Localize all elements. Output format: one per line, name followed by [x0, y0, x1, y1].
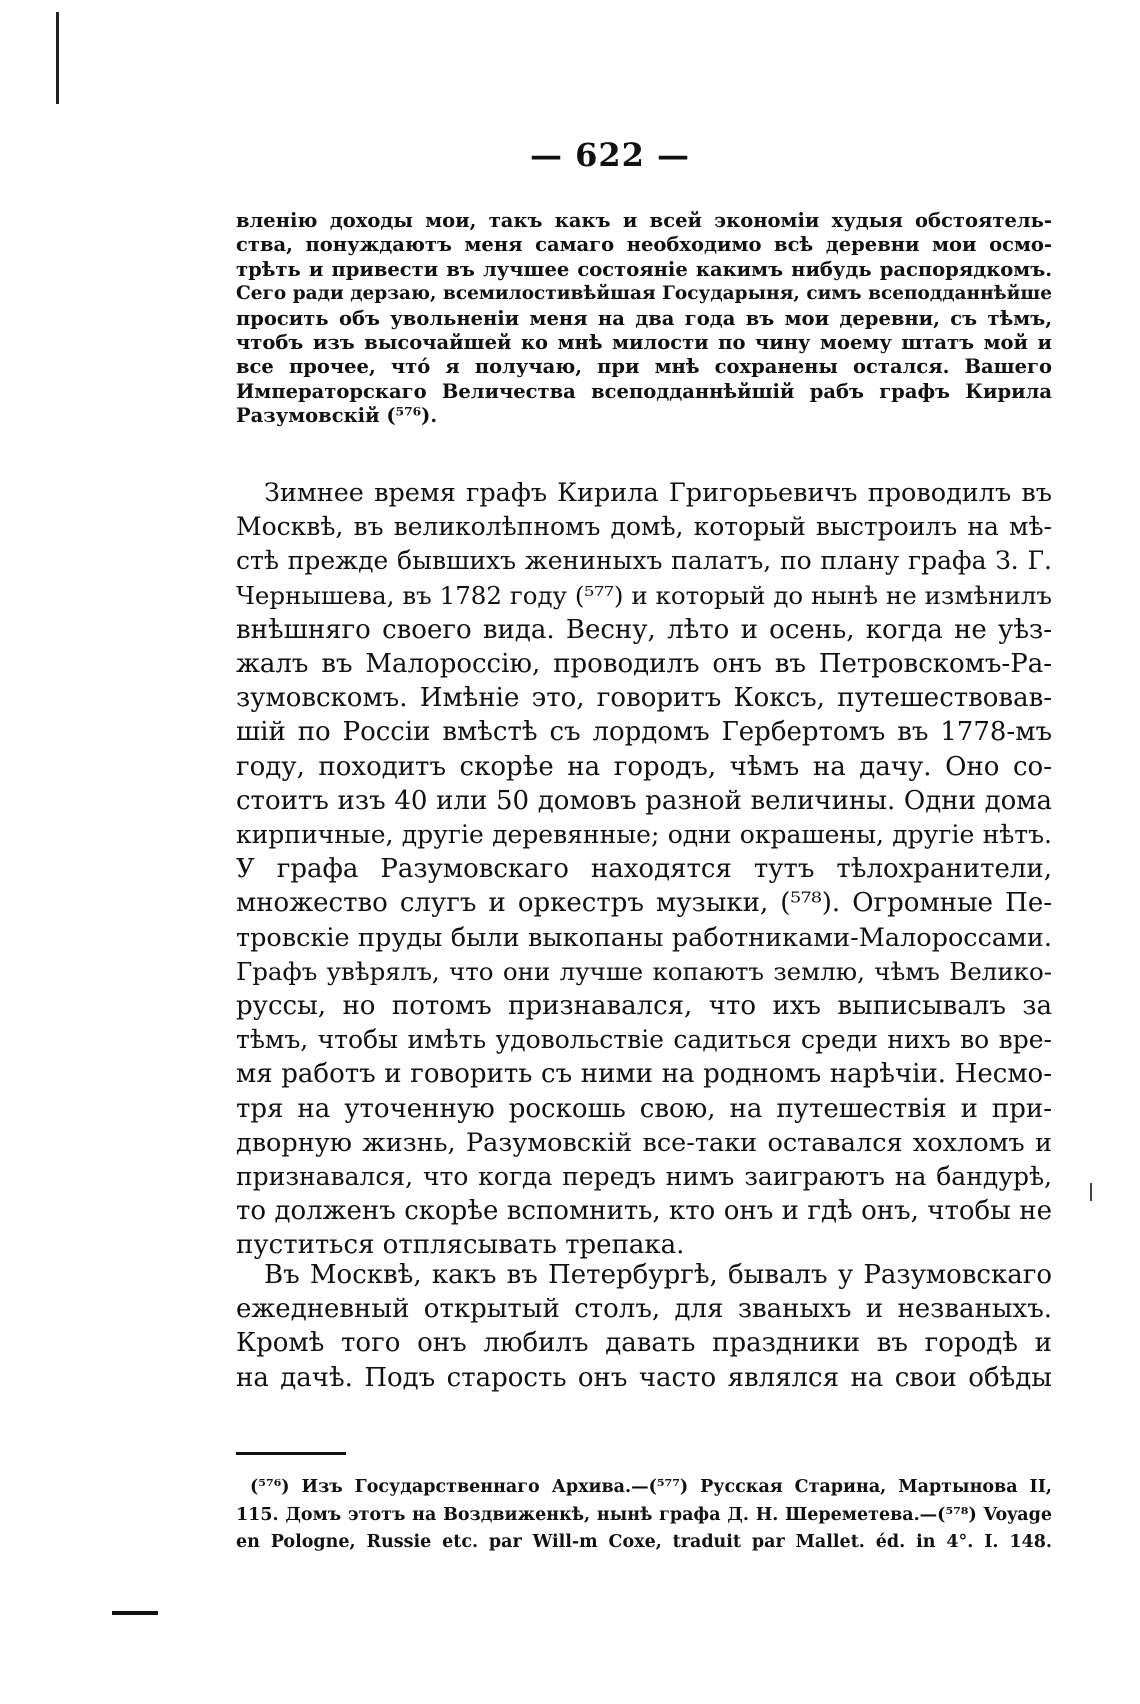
text-line: просить объ увольненіи меня на два года въ мои деревни, съ тѣмъ,: [236, 306, 1052, 330]
footnote-line: (⁵⁷⁶) Изъ Государственнаго Архива.—(⁵⁷⁷) Русская Старина, Мартынова II,: [250, 1477, 1052, 1497]
text-line: признавался, что когда передъ нимъ заиграютъ на бандурѣ,: [236, 1162, 1052, 1192]
scan-edge-mark: [1090, 1183, 1092, 1201]
text-line: году, походитъ скорѣе на городъ, чѣмъ на дачу. Оно со-: [236, 751, 1052, 782]
text-line: чтобъ изъ высочайшей ко мнѣ милости по чину моему штатъ мой и: [236, 331, 1052, 355]
text-line: тровскіе пруды были выкопаны работниками-Малороссами.: [236, 922, 1052, 953]
text-line: кирпичные, другіе деревянные; одни окрашены, другіе нѣтъ.: [236, 820, 1052, 850]
text-line: множество слугъ и оркестръ музыки, (⁵⁷⁸). Огромные Пе-: [236, 888, 1052, 919]
text-line: дворную жизнь, Разумовскій все-таки оставался хохломъ и: [236, 1127, 1052, 1158]
text-line: то долженъ скорѣе вспомнить, кто онъ и гдѣ онъ, чтобы не: [236, 1196, 1052, 1227]
text-line: Кромѣ того онъ любилъ давать праздники въ городѣ и: [236, 1328, 1052, 1359]
text-line: Императорскаго Величества всеподданнѣйшій рабъ графъ Кирила: [236, 379, 1052, 403]
text-line: стоитъ изъ 40 или 50 домовъ разной величины. Одни дома: [236, 785, 1052, 816]
text-line: Въ Москвѣ, какъ въ Петербургѣ, бывалъ у Разумовскаго: [264, 1260, 1052, 1290]
text-line: тѣмъ, чтобы имѣть удовольствіе садиться среди нихъ во вре-: [236, 1025, 1052, 1055]
text-line: вленію доходы мои, такъ какъ и всей экономіи худыя обстоятель-: [236, 209, 1052, 232]
letter-paragraph: [236, 209, 1052, 429]
text-line: ства, понуждаютъ меня самаго необходимо всѣ деревни мои осмо-: [236, 233, 1052, 257]
body-paragraph: [236, 1258, 1052, 1395]
text-line: Разумовскій (⁵⁷⁶).: [236, 404, 438, 428]
footnotes: [236, 1474, 1052, 1557]
text-line: мя работъ и говорить съ ними на родномъ нарѣчіи. Несмо-: [236, 1059, 1052, 1090]
scan-edge-line: [56, 12, 59, 104]
text-line: зумовскомъ. Имѣніе это, говоритъ Коксъ, путешествовав-: [236, 683, 1052, 714]
footnote-line: 115. Домъ этотъ на Воздвиженкѣ, нынѣ графа Д. Н. Шереметева.—(⁵⁷⁸) Voyage: [236, 1504, 1052, 1525]
text-line: руссы, но потомъ признавался, что ихъ выписывалъ за: [236, 991, 1052, 1022]
page-number: — 622 —: [529, 136, 691, 174]
text-line: У графа Разумовскаго находятся тутъ тѣлохранители,: [236, 854, 1052, 885]
text-line: стѣ прежде бывшихъ жениныхъ палатъ, по плану графа З. Г.: [236, 546, 1052, 576]
text-line: тря на уточенную роскошь свою, на путешествія и при-: [236, 1093, 1052, 1124]
text-line: пуститься отплясывать трепака.: [236, 1230, 685, 1261]
text-line: Чернышева, въ 1782 году (⁵⁷⁷) и который до нынѣ не измѣнилъ: [236, 580, 1052, 610]
text-line: трѣть и привести въ лучшее состояніе какимъ нибудь распорядкомъ.: [236, 257, 1052, 281]
text-line: жалъ въ Малороссію, проводилъ онъ въ Петровскомъ-Ра-: [236, 649, 1052, 680]
text-line: на дачѣ. Подъ старость онъ часто являлся на свои обѣды: [236, 1362, 1052, 1393]
body-paragraph: [236, 476, 1052, 1263]
text-line: Зимнее время графъ Кирила Григорьевичъ проводилъ въ: [264, 478, 1052, 508]
text-line: Сего ради дерзаю, всемилостивѣйшая Государыня, симъ всеподданнѣйше: [236, 283, 1052, 305]
footnote-divider: [236, 1452, 346, 1455]
text-line: шій по Россіи вмѣстѣ съ лордомъ Гербертомъ въ 1778-мъ: [236, 717, 1052, 748]
text-line: все прочее, что́ я получаю, при мнѣ сохранены остался. Вашего: [236, 355, 1052, 379]
text-line: внѣшняго своего вида. Весну, лѣто и осень, когда не уѣз-: [236, 614, 1052, 645]
text-line: ежедневный открытый столъ, для званыхъ и незваныхъ.: [236, 1294, 1052, 1325]
text-line: Москвѣ, въ великолѣпномъ домѣ, который выстроилъ на мѣ-: [236, 512, 1052, 542]
footnote-line: en Pologne, Russie etc. par Will-m Coxe, traduit par Mallet. éd. in 4°. I. 148.: [236, 1532, 1052, 1552]
text-line: Графъ увѣрялъ, что они лучше копаютъ землю, чѣмъ Велико-: [236, 956, 1052, 986]
scan-edge-dash: [112, 1611, 158, 1615]
